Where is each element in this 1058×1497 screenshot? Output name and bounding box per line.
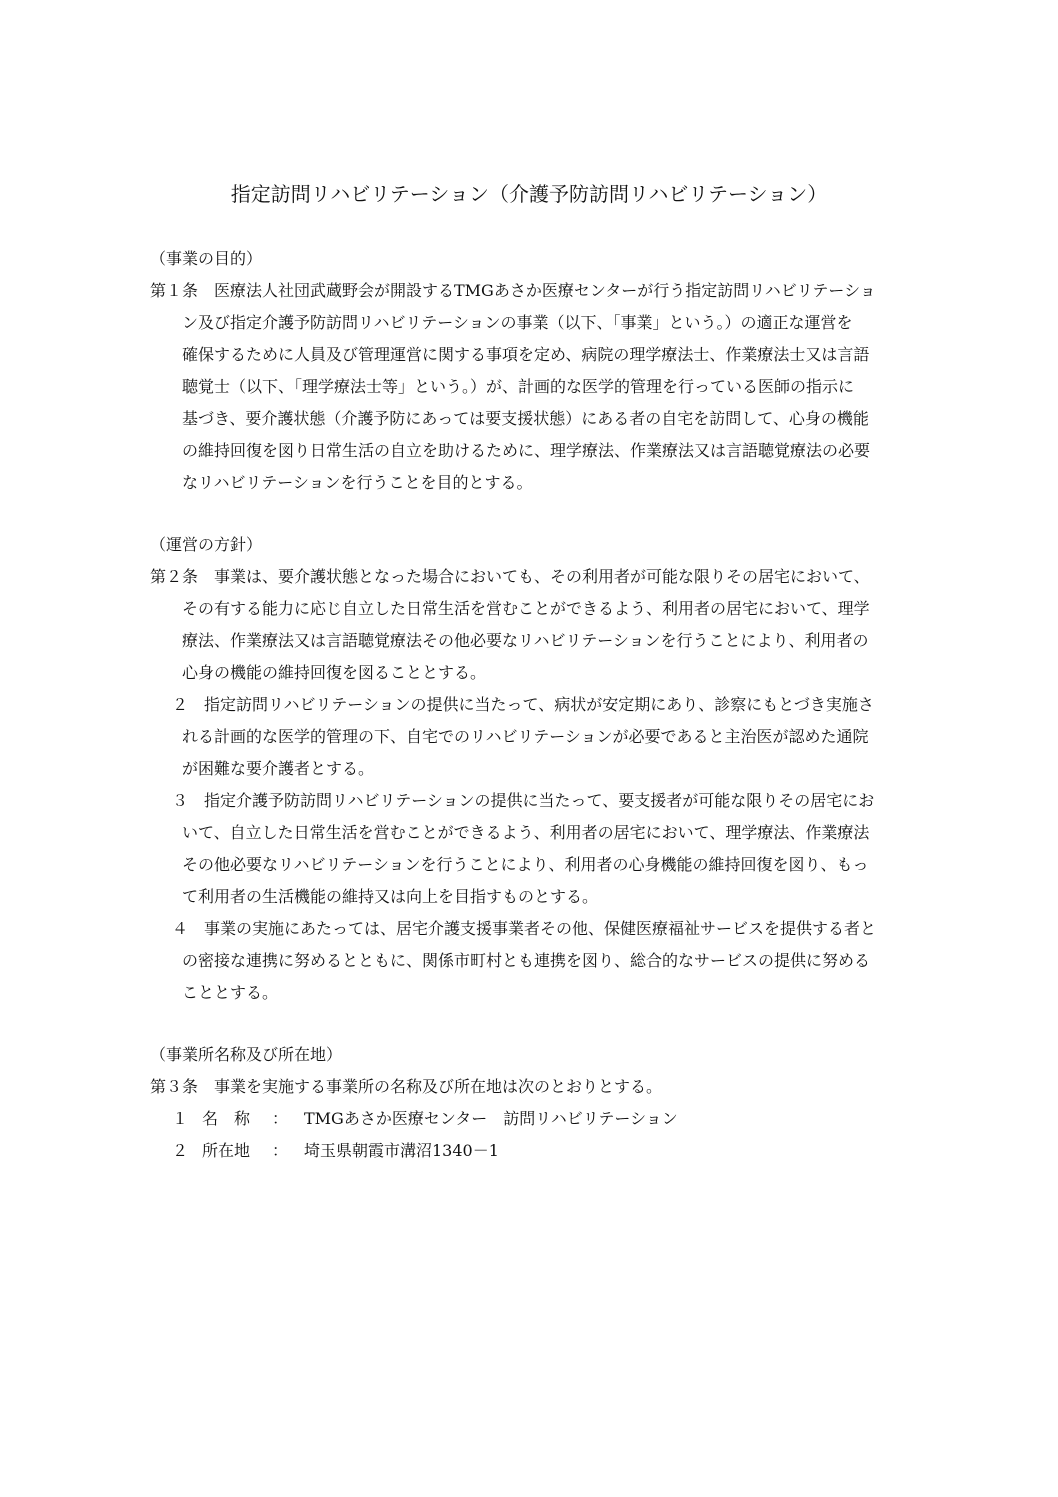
article-2-paragraph-3-line: て利用者の生活機能の維持又は向上を目指すものとする。 xyxy=(182,887,599,906)
item-colon: ： xyxy=(272,1141,289,1160)
item-label: 所在地 xyxy=(202,1141,251,1160)
article-2-paragraph-2-line: が困難な要介護者とする。 xyxy=(182,759,375,778)
article-3-intro: 第３条 事業を実施する事業所の名称及び所在地は次のとおりとする。 xyxy=(150,1077,663,1096)
article-1-line: 聴覚士（以下、「理学療法士等」という。）が、計画的な医学的管理を行っている医師の指示に xyxy=(182,377,855,396)
article-2-paragraph-2-line: ２ 指定訪問リハビリテーションの提供に当たって、病状が安定期にあり、診察にもとづき実施さ xyxy=(172,695,874,714)
item-number: １ xyxy=(172,1109,189,1128)
article-1-line: なリハビリテーションを行うことを目的とする。 xyxy=(182,473,533,492)
article-1-line: ン及び指定介護予防訪問リハビリテーションの事業（以下、「事業」という。）の適正な運営を xyxy=(182,313,853,332)
document-title: 指定訪問リハビリテーション（介護予防訪問リハビリテーション） xyxy=(230,182,828,206)
article-1-heading: （事業の目的） xyxy=(150,249,263,268)
article-2-line: 第２条 事業は、要介護状態となった場合においても、その利用者が可能な限りその居宅において、 xyxy=(150,567,870,586)
article-1-line: 基づき、要介護状態（介護予防にあっては要支援状態）にある者の自宅を訪問して、心身の機能 xyxy=(182,409,869,428)
item-value: TMGあさか医療センター 訪問リハビリテーション xyxy=(304,1109,678,1128)
article-2-paragraph-3-line: いて、自立した日常生活を営むことができるよう、利用者の居宅において、理学療法、作業療法 xyxy=(182,823,870,842)
article-2-paragraph-4-line: の密接な連携に努めるとともに、関係市町村とも連携を図り、総合的なサービスの提供に努める xyxy=(182,951,871,970)
article-1-line: 第１条 医療法人社団武蔵野会が開設するTMGあさか医療センターが行う指定訪問リハビリテーショ xyxy=(150,281,876,300)
item-value: 埼玉県朝霞市溝沼1340－1 xyxy=(304,1141,499,1160)
item-number: ２ xyxy=(172,1141,189,1160)
article-2-paragraph-2-line: れる計画的な医学的管理の下、自宅でのリハビリテーションが必要であると主治医が認めた通院 xyxy=(182,727,869,746)
article-2-line: 療法、作業療法又は言語聴覚療法その他必要なリハビリテーションを行うことにより、利用者の xyxy=(182,631,869,650)
item-label: 名 称 xyxy=(202,1109,251,1128)
article-2-paragraph-4-line: こととする。 xyxy=(182,983,279,1002)
article-1-line: 確保するために人員及び管理運営に関する事項を定め、病院の理学療法士、作業療法士又は言語 xyxy=(182,345,870,364)
article-2-line: 心身の機能の維持回復を図ることとする。 xyxy=(182,663,487,682)
item-colon: ： xyxy=(272,1109,289,1128)
article-2-paragraph-3-line: ３ 指定介護予防訪問リハビリテーションの提供に当たって、要支援者が可能な限りその居宅にお xyxy=(172,791,875,810)
article-2-paragraph-3-line: その他必要なリハビリテーションを行うことにより、利用者の心身機能の維持回復を図り、もっ xyxy=(182,855,869,874)
article-3-heading: （事業所名称及び所在地） xyxy=(150,1045,343,1064)
article-2-line: その有する能力に応じ自立した日常生活を営むことができるよう、利用者の居宅において、理学 xyxy=(182,599,870,618)
article-1-line: の維持回復を図り日常生活の自立を助けるために、理学療法、作業療法又は言語聴覚療法の必要 xyxy=(182,441,871,460)
article-2-paragraph-4-line: ４ 事業の実施にあたっては、居宅介護支援事業者その他、保健医療福祉サービスを提供する者と xyxy=(172,919,877,938)
article-2-heading: （運営の方針） xyxy=(150,535,263,554)
